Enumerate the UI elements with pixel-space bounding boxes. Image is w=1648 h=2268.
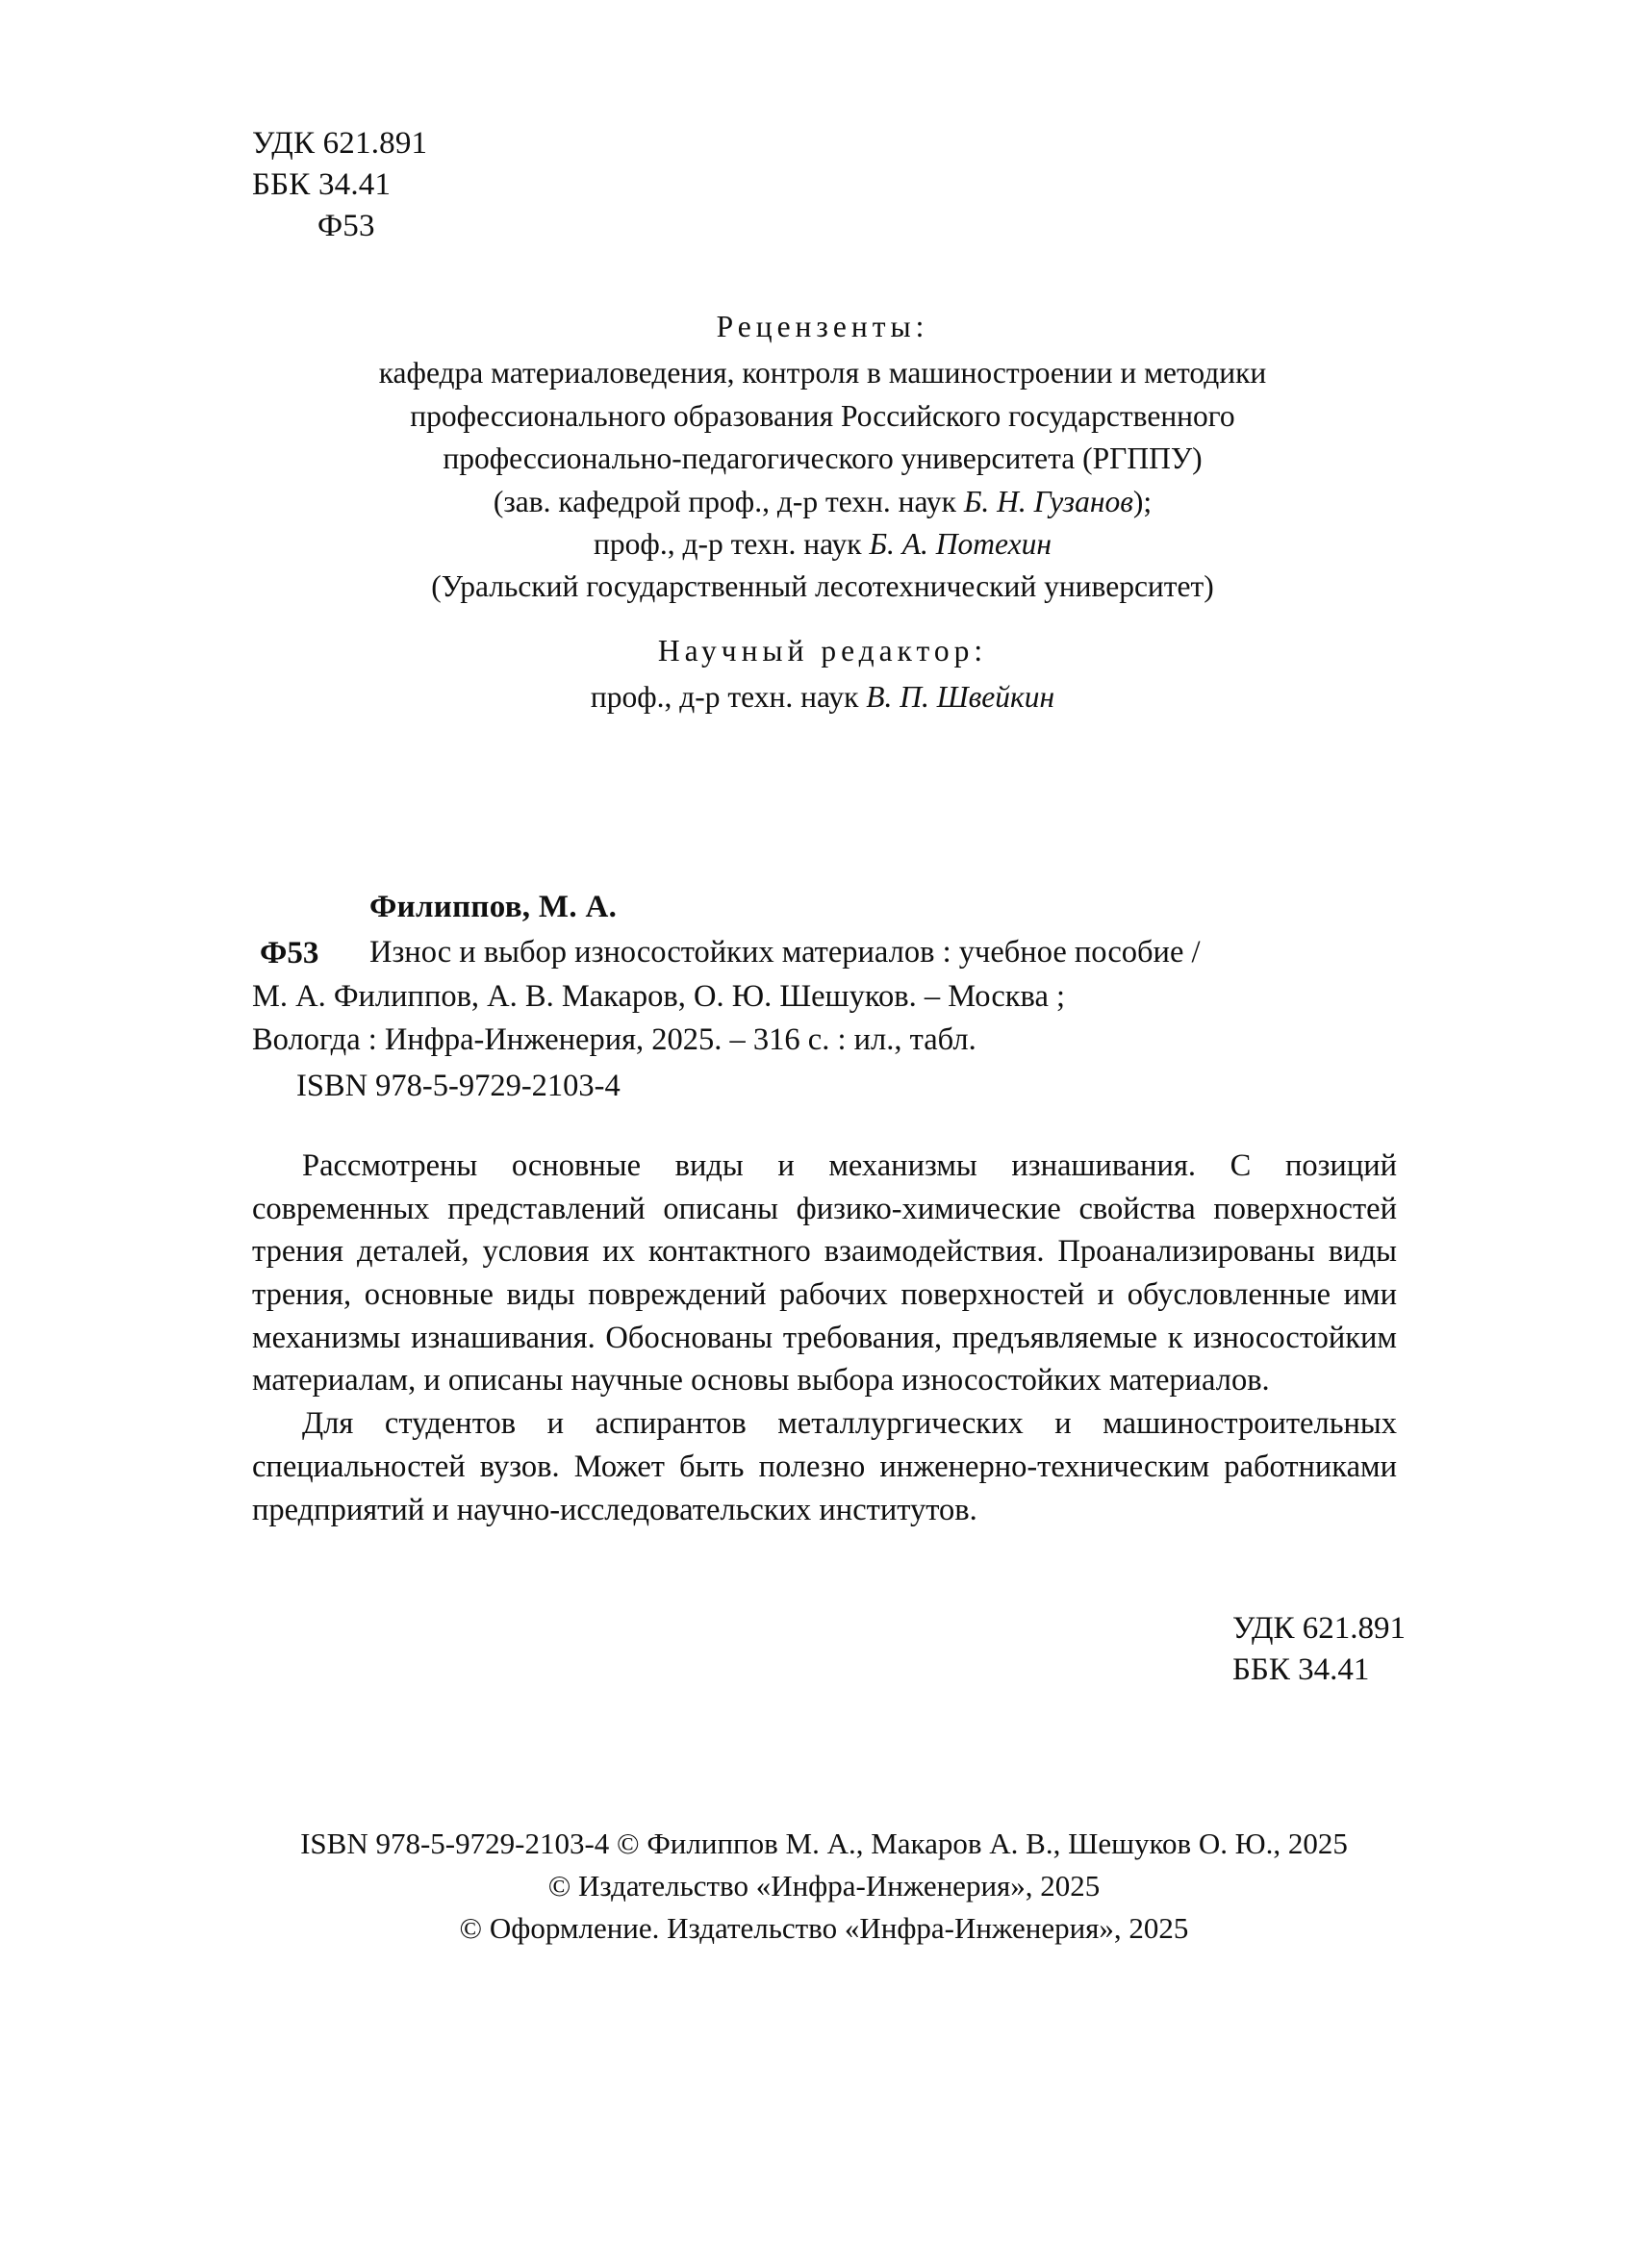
reviewers-heading: Рецензенты:: [716, 310, 929, 343]
udk-code-top: УДК 621.891: [252, 126, 428, 161]
author-sign-record: Ф53: [260, 936, 319, 971]
reviewers-line-5: [241, 523, 1405, 566]
scientific-editor-name: В. П. Швейкин: [866, 680, 1055, 715]
bbk-code-bottom: ББК 34.41: [1231, 1651, 1370, 1687]
reviewer-1-suffix: );: [1132, 484, 1153, 518]
reviewers-line-4: [241, 481, 1405, 523]
classification-codes-bottom: [1232, 1608, 1406, 1691]
scientific-editor-heading: Научный редактор:: [657, 634, 988, 668]
record-title-line-2: М. А. Филиппов, А. В. Макаров, О. Ю. Шешуков. – Москва ;: [252, 978, 1066, 1014]
scientific-editor-prefix: проф., д-р техн. наук: [590, 680, 867, 715]
author-sign-top: Ф53: [317, 208, 375, 243]
footer-publisher-line: © Издательство «Инфра-Инженерия», 2025: [547, 1869, 1101, 1903]
scientific-editor-line: [591, 680, 1054, 714]
reviewers-line-1: кафедра материаловедения, контроля в машиностроении и методики: [378, 356, 1267, 391]
reviewer-1-prefix: (зав. кафедрой проф., д-р техн. наук: [493, 484, 964, 518]
copyright-footer: [0, 1823, 1648, 1950]
record-title-line-3: Вологда : Инфра-Инженерия, 2025. – 316 с. : ил., табл.: [252, 1022, 976, 1058]
bbk-code-top: ББК 34.41: [252, 166, 392, 202]
reviewers-block: [241, 306, 1405, 609]
footer-isbn-copyright-line: ISBN 978-5-9729-2103-4 © Филиппов М. А., Макаров А. В., Шешуков О. Ю., 2025: [300, 1827, 1348, 1860]
record-body: [252, 931, 1407, 1063]
classification-codes-top: [252, 123, 427, 247]
bibliographic-record: [252, 885, 1407, 1108]
scientific-editor-block: [241, 630, 1405, 719]
reviewer-2-prefix: проф., д-р техн. наук: [594, 527, 870, 562]
footer-design-line: © Оформление. Издательство «Инфра-Инженерия», 2025: [459, 1911, 1189, 1946]
udk-code-bottom: УДК 621.891: [1231, 1611, 1406, 1646]
record-title-line-1: Износ и выбор износостойких материалов : учебное пособие /: [369, 935, 1201, 970]
record-body-wrap: [252, 931, 1407, 1063]
reviewer-1-name: Б. Н. Гузанов: [963, 484, 1133, 518]
reviewers-line-6: (Уральский государственный лесотехнический университет): [431, 569, 1214, 604]
annotation-block: [252, 1145, 1397, 1531]
record-isbn: ISBN 978-5-9729-2103-4: [296, 1068, 621, 1103]
reviewers-line-2: профессионального образования Российского государственного: [410, 398, 1235, 433]
reviewer-2-name: Б. А. Потехин: [869, 527, 1052, 562]
annotation-paragraph-1: Рассмотрены основные виды и механизмы изнашивания. С позиций современных представлений описаны физико-химические свойства поверхностей трения деталей, условия их контактного взаимодействия. Проанализированы виды трения, основные виды повреждений рабочих поверхностей и обусловленные ими механизмы изнашивания. Обоснованы требования, предъявляемые к износостойким материалам, и описаны научные основы выбора износостойких материалов.: [252, 1148, 1397, 1399]
reviewers-line-3: профессионально-педагогического университета (РГППУ): [443, 441, 1203, 476]
annotation-paragraph-2: Для студентов и аспирантов металлургических и машиностроительных специальностей вузов. Может быть полезно инженерно-техническим работниками предприятий и научно-исследовательских институтов.: [252, 1406, 1397, 1527]
record-author: Филиппов, М. А.: [369, 890, 618, 924]
